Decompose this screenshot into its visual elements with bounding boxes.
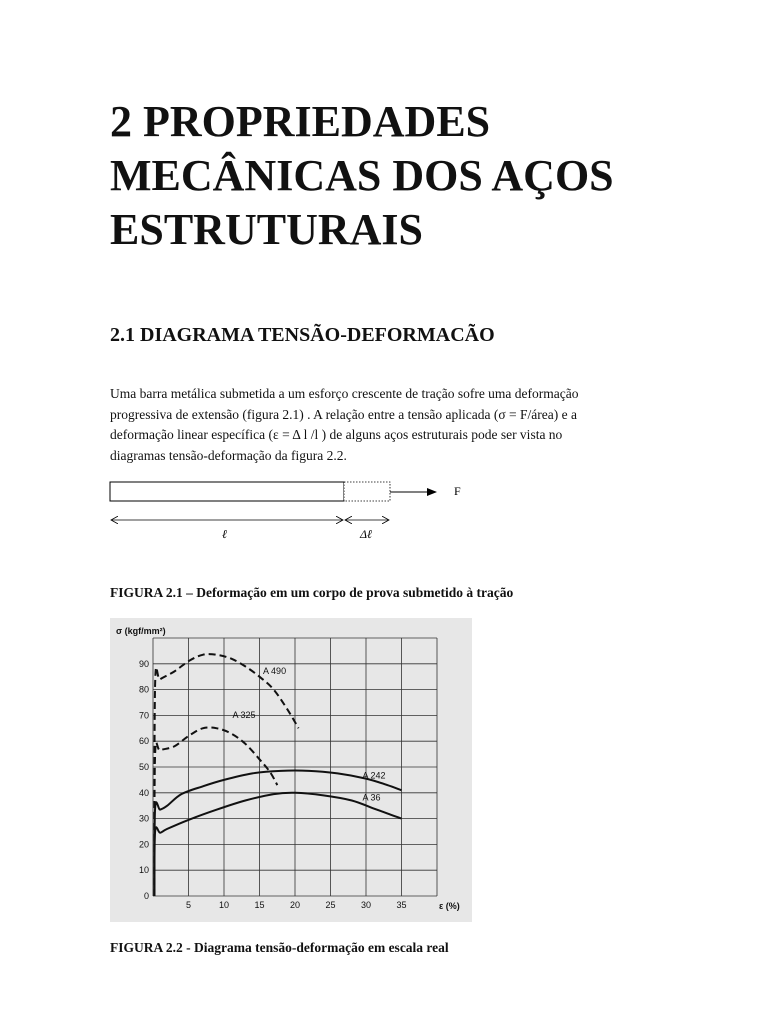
chart-svg — [110, 618, 472, 922]
y-tick-label: 50 — [138, 762, 149, 772]
length-label: ℓ — [222, 527, 227, 541]
force-label: F — [454, 484, 461, 498]
paragraph-line: diagramas tensão-deformação da figura 2.2. — [110, 447, 347, 463]
x-tick-label: 35 — [396, 900, 407, 910]
figure-2-1-caption: FIGURA 2.1 – Deformação em um corpo de prova submetido à tração — [110, 585, 514, 600]
stress-strain-chart — [110, 618, 472, 922]
y-tick-label: 70 — [138, 710, 149, 721]
x-tick-label: 5 — [185, 900, 192, 910]
bar-elongation — [344, 482, 390, 501]
x-tick-label: 15 — [254, 900, 265, 910]
y-tick-label: 30 — [138, 813, 149, 824]
y-axis-title: σ (kgf/mm²) — [116, 626, 166, 636]
y-tick-label: 60 — [138, 736, 149, 747]
figure-2-2-caption: FIGURA 2.2 - Diagrama tensão-deformação em escala real — [110, 940, 449, 955]
paragraph-line: Uma barra metálica submetida a um esforço crescente de tração sofre uma deformação — [110, 386, 579, 401]
paragraph-line: progressiva de extensão (figura 2.1) . A relação entre a tensão aplicada (σ = F/área) e a — [110, 406, 577, 422]
y-tick-label: 0 — [143, 891, 149, 901]
y-tick-label: 90 — [138, 658, 149, 669]
y-tick-label: 20 — [138, 839, 149, 850]
x-tick-label: 10 — [218, 900, 230, 910]
series-curve-a-325 — [154, 727, 277, 896]
series-label: A 242 — [362, 770, 386, 781]
body-paragraph — [110, 384, 670, 466]
y-tick-label: 40 — [138, 787, 149, 798]
series-label: A 325 — [232, 709, 256, 720]
bar-body — [110, 482, 344, 501]
series-curve-a-242 — [154, 771, 401, 896]
chapter-title-line: MECÂNICAS DOS AÇOS — [110, 151, 614, 200]
x-tick-label: 20 — [289, 900, 301, 910]
y-tick-label: 10 — [138, 865, 149, 876]
paragraph-line: deformação linear específica (ε = Δ l /l ) de alguns aços estruturais pode ser vista no — [110, 427, 563, 442]
series-label: A 490 — [263, 666, 287, 677]
elongation-label: Δℓ — [360, 527, 373, 541]
x-tick-label: 30 — [360, 900, 372, 910]
x-tick-label: 25 — [325, 900, 336, 910]
x-axis-title: ε (%) — [439, 901, 460, 911]
chapter-title-line: 2 PROPRIEDADES — [110, 97, 491, 146]
chapter-title — [110, 95, 710, 257]
tension-bar-diagram — [100, 474, 480, 554]
section-title: 2.1 DIAGRAMA TENSÃO-DEFORMACÃO — [110, 324, 495, 346]
y-tick-label: 80 — [138, 684, 149, 695]
series-curve-a-490 — [154, 654, 298, 896]
chapter-title-line: ESTRUTURAIS — [110, 205, 423, 254]
series-label: A 36 — [362, 792, 381, 803]
